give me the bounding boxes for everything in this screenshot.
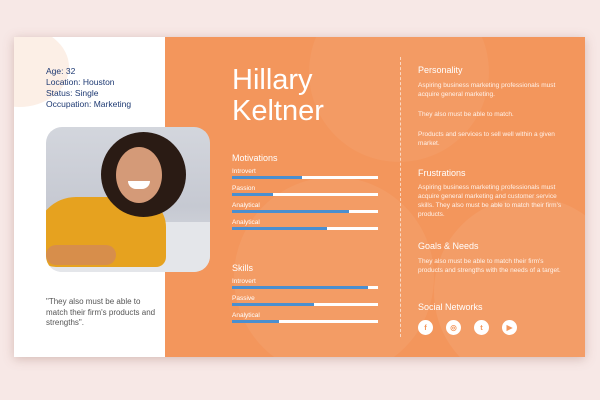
persona-slide — [14, 37, 585, 357]
persona-last-name: Keltner — [232, 95, 324, 127]
skill-bar-fill — [232, 286, 368, 289]
twitter-icon[interactable]: t — [474, 320, 489, 335]
motivation-bar-label: Introvert — [232, 168, 256, 175]
motivation-bar-fill — [232, 210, 349, 213]
personality-line: Aspiring business marketing professionals must acquire general marketing. — [418, 82, 556, 98]
profile-quote: "They also must be able to match their firm's products and strengths". — [46, 297, 156, 327]
profile-occupation: Occupation: Marketing — [46, 99, 132, 109]
motivation-bar-track — [232, 210, 378, 213]
persona-name — [232, 65, 324, 127]
personality-heading: Personality — [418, 65, 463, 75]
motivation-bar-label: Analytical — [232, 219, 260, 226]
skill-bar-track — [232, 303, 378, 306]
goals-text: They also must be able to match their firm's products and strengths with the needs of a target. — [418, 258, 561, 274]
social-heading: Social Networks — [418, 302, 483, 312]
persona-first-name: Hillary — [232, 64, 313, 96]
skill-bar-fill — [232, 303, 314, 306]
motivations-heading: Motivations — [232, 153, 278, 163]
youtube-icon[interactable]: ▶ — [502, 320, 517, 335]
skills-bars — [232, 278, 378, 329]
profile-age: Age: 32 — [46, 66, 76, 76]
motivation-bar-track — [232, 227, 378, 230]
skill-bar-label: Analytical — [232, 312, 260, 319]
motivation-bar-label: Passion — [232, 185, 256, 192]
motivation-bar-fill — [232, 193, 273, 196]
social-icons — [418, 320, 517, 335]
frustrations-text: Aspiring business marketing professionals must acquire general marketing and customer service skills. They also must be able to match their firm's products. — [418, 184, 562, 218]
personality-line: They also must be able to match. — [418, 111, 514, 118]
profile-info — [46, 66, 131, 110]
skill-bar-fill — [232, 320, 279, 323]
motivation-bar-fill — [232, 227, 327, 230]
instagram-icon[interactable]: ◎ — [446, 320, 461, 335]
profile-status: Status: Single — [46, 88, 99, 98]
motivation-bar-track — [232, 193, 378, 196]
motivation-bar-fill — [232, 176, 302, 179]
personality-line: Products and services to sell well within a given market. — [418, 131, 555, 147]
skill-bar-label: Passive — [232, 295, 255, 302]
column-divider — [400, 57, 401, 337]
motivation-bar-track — [232, 176, 378, 179]
skills-heading: Skills — [232, 263, 254, 273]
skill-bar-track — [232, 286, 378, 289]
skill-bar-label: Introvert — [232, 278, 256, 285]
frustrations-heading: Frustrations — [418, 168, 466, 178]
facebook-icon[interactable]: f — [418, 320, 433, 335]
goals-heading: Goals & Needs — [418, 241, 479, 251]
skill-bar-track — [232, 320, 378, 323]
profile-photo — [46, 127, 210, 272]
motivation-bar-label: Analytical — [232, 202, 260, 209]
motivations-bars — [232, 168, 378, 236]
profile-location: Location: Houston — [46, 77, 115, 87]
